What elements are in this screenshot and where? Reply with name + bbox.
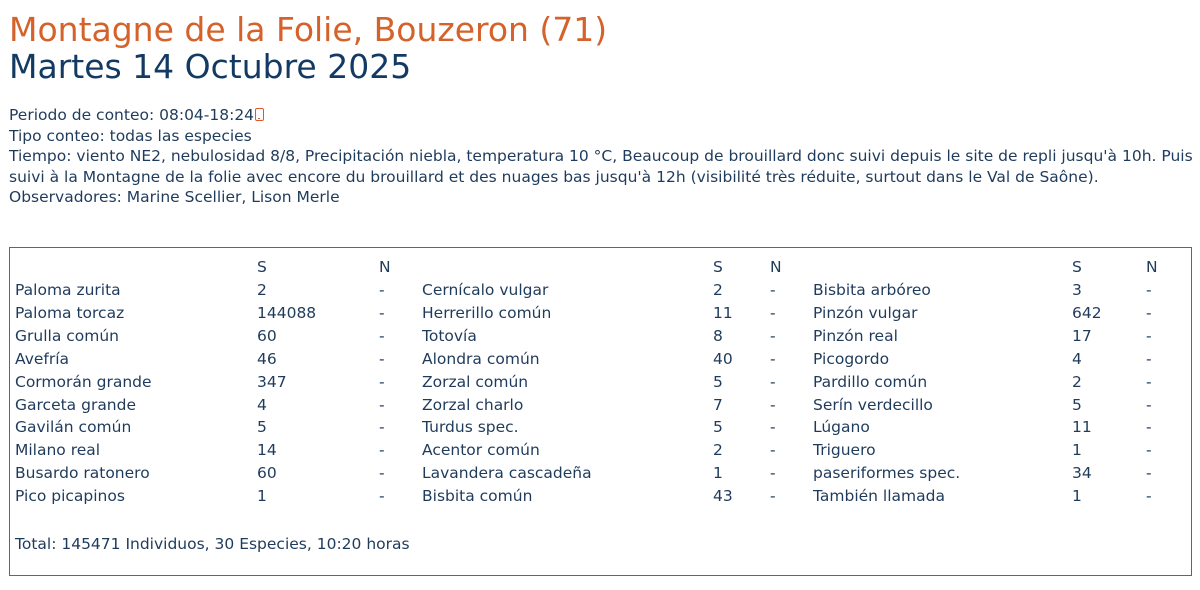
species-name: Bisbita común: [422, 487, 533, 506]
species-name: Cernícalo vulgar: [422, 281, 549, 299]
species-count-s: 1: [257, 487, 267, 506]
species-count-s: 5: [257, 418, 267, 437]
species-count-n: -: [379, 326, 385, 345]
species-name: Pico picapinos: [15, 487, 125, 506]
species-count-n: -: [770, 418, 776, 437]
species-count-n: -: [770, 441, 776, 460]
mobile-phone-icon: [255, 108, 264, 121]
species-count-s: 60: [257, 464, 277, 483]
species-count-n: -: [379, 281, 385, 299]
species-count-s: 2: [257, 281, 267, 299]
species-count-n: -: [1146, 418, 1152, 437]
species-name: Picogordo: [813, 349, 890, 368]
species-count-n: -: [770, 281, 776, 299]
species-count-s: 43: [713, 487, 733, 506]
weather-description: Tiempo: viento NE2, nebulosidad 8/8, Precipitación niebla, temperatura 10 °C, Beaucoup de brouillard donc suivi depuis le site de repli jusqu'à 10h. Puis suivi à la Montagne de la folie avec encore du brouillard et des nuages bas jusqu'à 12h (visibilité très réduite, surtout dans le Val de Saône).: [9, 147, 1193, 186]
count-type: Tipo conteo: todas las especies: [9, 126, 252, 145]
species-name: Pinzón real: [813, 326, 898, 345]
species-count-n: -: [1146, 349, 1152, 368]
species-count-s: 14: [257, 441, 277, 460]
species-count-n: -: [770, 349, 776, 368]
species-count-s: 46: [257, 349, 277, 368]
species-count-s: 144088: [257, 303, 317, 322]
species-count-n: -: [770, 464, 776, 483]
species-name: Avefría: [15, 349, 70, 368]
species-count-n: -: [379, 395, 385, 414]
species-name: Herrerillo común: [422, 303, 552, 322]
column-header-s: S: [257, 258, 267, 276]
species-count-s: 11: [713, 303, 733, 322]
column-header-n: N: [379, 258, 391, 276]
species-count-n: -: [1146, 303, 1152, 322]
column-header-n: N: [770, 258, 782, 276]
count-date: Martes 14 Octubre 2025: [9, 47, 412, 86]
species-name: Totovía: [422, 326, 477, 345]
species-name: Garceta grande: [15, 395, 137, 414]
species-count-s: 17: [1072, 326, 1092, 345]
species-count-n: -: [379, 349, 385, 368]
species-name: Lavandera cascadeña: [422, 464, 592, 483]
species-count-n: -: [379, 441, 385, 460]
species-count-s: 347: [257, 372, 287, 391]
count-period: Periodo de conteo: 08:04-18:24: [9, 106, 255, 124]
species-name: Pinzón vulgar: [813, 303, 918, 322]
species-count-n: -: [379, 372, 385, 391]
species-count-table: [9, 247, 1192, 576]
species-count-n: -: [770, 487, 776, 506]
column-header-s: S: [1072, 258, 1082, 276]
species-count-n: -: [379, 418, 385, 437]
species-name: Lúgano: [813, 418, 870, 437]
species-count-n: -: [1146, 464, 1152, 483]
species-count-n: -: [1146, 395, 1152, 414]
species-count-n: -: [1146, 281, 1152, 299]
species-count-s: 8: [713, 326, 723, 345]
species-count-s: 11: [1072, 418, 1092, 437]
species-count-n: -: [379, 464, 385, 483]
count-details: [9, 105, 1194, 208]
species-count-s: 3: [1072, 281, 1082, 299]
species-name: Milano real: [15, 441, 101, 460]
species-count-n: -: [770, 326, 776, 345]
species-name: Acentor común: [422, 441, 540, 460]
species-count-n: -: [770, 303, 776, 322]
species-name: Paloma torcaz: [15, 303, 125, 322]
species-count-s: 2: [713, 281, 723, 299]
species-count-s: 4: [1072, 349, 1082, 368]
species-count-n: -: [1146, 441, 1152, 460]
species-count-s: 5: [713, 418, 723, 437]
species-count-n: -: [1146, 487, 1152, 506]
species-name: Alondra común: [422, 349, 540, 368]
species-name: Zorzal charlo: [422, 395, 524, 414]
species-count-s: 642: [1072, 303, 1102, 322]
species-name: paseriformes spec.: [813, 464, 961, 483]
species-count-s: 4: [257, 395, 267, 414]
site-title: Montagne de la Folie, Bouzeron (71): [9, 10, 608, 49]
species-count-n: -: [770, 395, 776, 414]
species-count-s: 7: [713, 395, 723, 414]
species-count-n: -: [770, 372, 776, 391]
species-count-s: 1: [1072, 487, 1082, 506]
species-count-n: -: [1146, 372, 1152, 391]
species-count-s: 34: [1072, 464, 1092, 483]
observers: Observadores: Marine Scellier, Lison Merle: [9, 188, 340, 206]
species-name: Paloma zurita: [15, 281, 121, 299]
species-count-n: -: [379, 303, 385, 322]
species-count-s: 1: [713, 464, 723, 483]
species-name: Zorzal común: [422, 372, 529, 391]
species-name: Busardo ratonero: [15, 464, 150, 483]
count-period-line: [9, 105, 1194, 126]
species-name: Grulla común: [15, 326, 119, 345]
species-name: Serín verdecillo: [813, 395, 933, 414]
species-name: Triguero: [813, 441, 876, 460]
species-name: Cormorán grande: [15, 372, 152, 391]
species-name: Pardillo común: [813, 372, 928, 391]
count-total: Total: 145471 Individuos, 30 Especies, 10:20 horas: [15, 535, 410, 553]
species-count-s: 1: [1072, 441, 1082, 460]
species-count-s: 5: [713, 372, 723, 391]
column-header-s: S: [713, 258, 723, 276]
species-count-s: 40: [713, 349, 733, 368]
species-count-s: 2: [713, 441, 723, 460]
species-name: Bisbita arbóreo: [813, 281, 931, 299]
species-count-s: 5: [1072, 395, 1082, 414]
species-count-n: -: [379, 487, 385, 506]
species-count-n: -: [1146, 326, 1152, 345]
species-name: Turdus spec.: [422, 418, 519, 437]
species-count-s: 60: [257, 326, 277, 345]
species-count-s: 2: [1072, 372, 1082, 391]
species-name: También llamada: [813, 487, 945, 506]
column-header-n: N: [1146, 258, 1158, 276]
species-name: Gavilán común: [15, 418, 132, 437]
